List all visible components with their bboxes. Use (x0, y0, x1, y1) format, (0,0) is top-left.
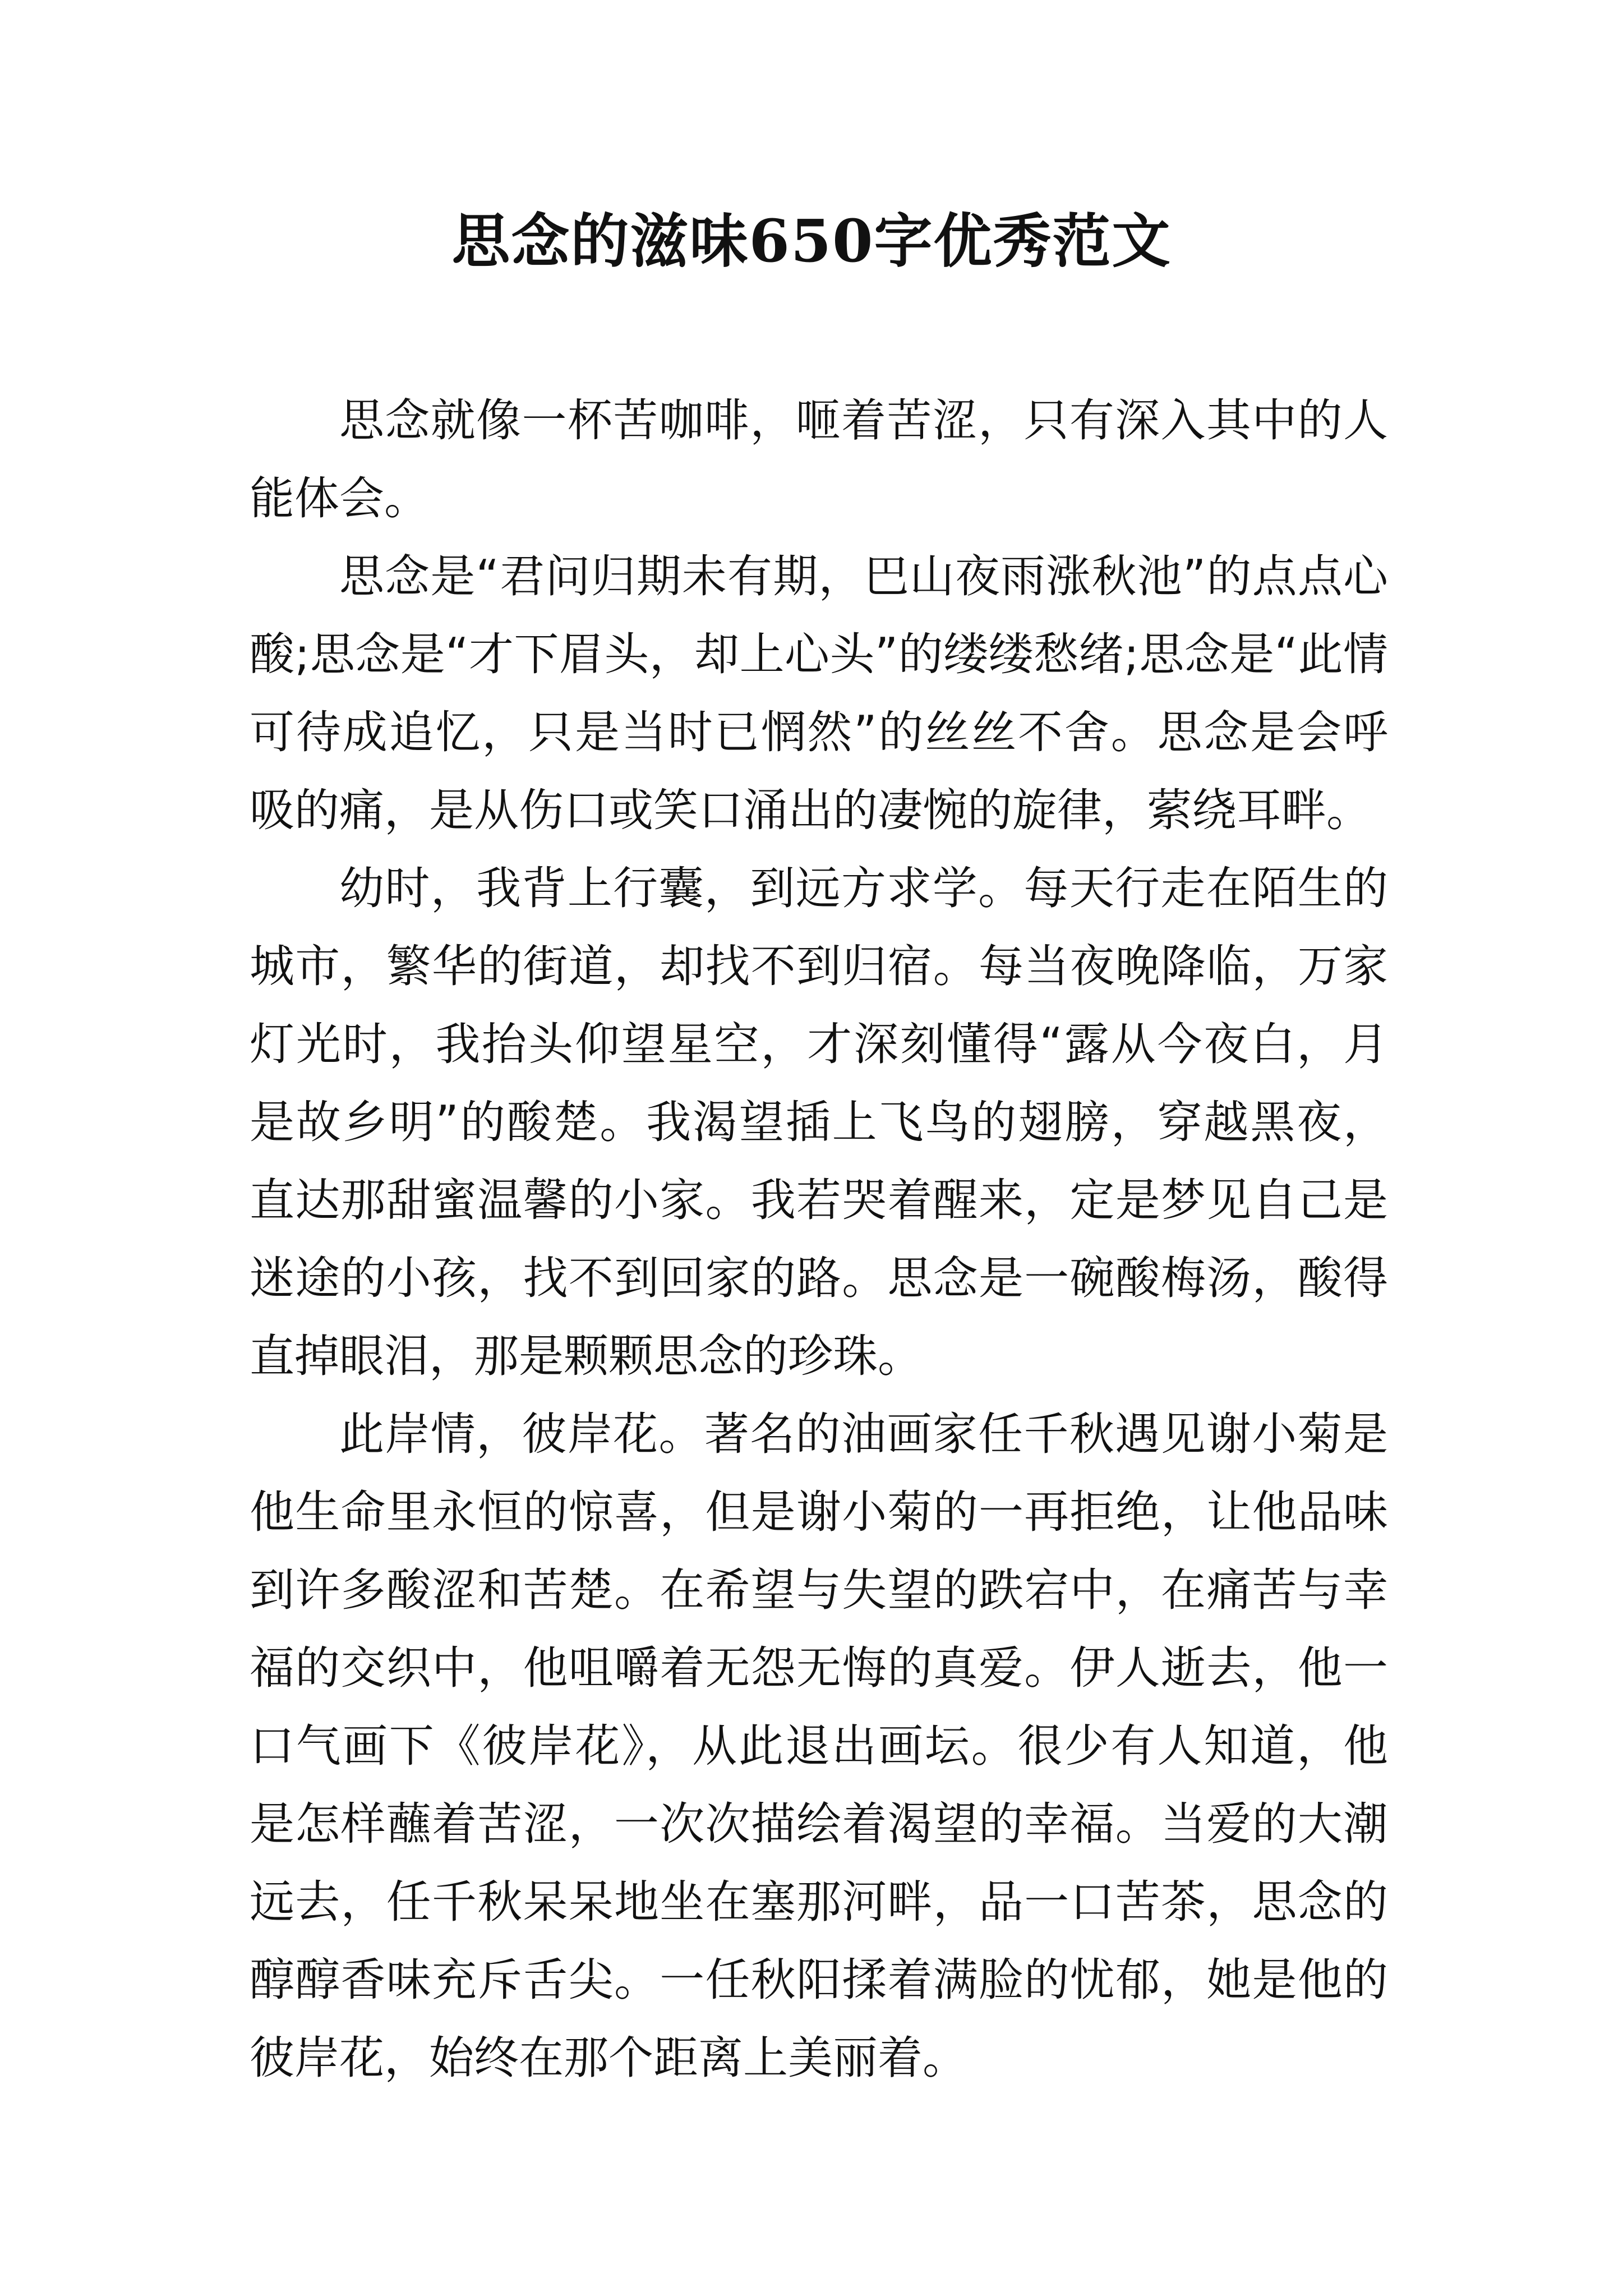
paragraph-1: 思念就像一杯苦咖啡，咂着苦涩，只有深入其中的人能体会。 (250, 394, 1388, 524)
paragraph-4: 此岸情，彼岸花。著名的油画家任千秋遇见谢小菊是他生命里永恒的惊喜，但是谢小菊的一再拒绝，让他品味到许多酸涩和苦楚。在希望与失望的跌宕中，在痛苦与幸福的交织中，他咀嚼着无怨无悔的真爱。伊人逝去，他一口气画下《彼岸花》，从此退出画坛。很少有人知道，他是怎样蘸着苦涩，一次次描绘着渴望的幸福。当爱的大潮远去，任千秋呆呆地坐在塞那河畔，品一口苦茶，思念的醇醇香味充斥舌尖。一任秋阳揉着满脸的忧郁，她是他的彼岸花，始终在那个距离上美丽着。 (250, 1408, 1388, 2084)
paragraph-2: 思念是“君问归期未有期，巴山夜雨涨秋池”的点点心酸;思念是“才下眉头，却上心头”的缕缕愁绪;思念是“此情可待成追忆，只是当时已惘然”的丝丝不舍。思念是会呼吸的痛，是从伤口或笑口涌出的凄惋的旋律，萦绕耳畔。 (250, 550, 1388, 836)
document-title: 思念的滋味650字优秀范文 (451, 206, 1172, 275)
paragraph-3: 幼时，我背上行囊，到远方求学。每天行走在陌生的城市，繁华的街道，却找不到归宿。每当夜晚降临，万家灯光时，我抬头仰望星空，才深刻懂得“露从今夜白，月是故乡明”的酸楚。我渴望插上飞鸟的翅膀，穿越黑夜，直达那甜蜜温馨的小家。我若哭着醒来，定是梦见自己是迷途的小孩，找不到回家的路。思念是一碗酸梅汤，酸得直掉眼泪，那是颗颗思念的珍珠。 (250, 862, 1388, 1382)
document-body (250, 381, 1388, 2097)
